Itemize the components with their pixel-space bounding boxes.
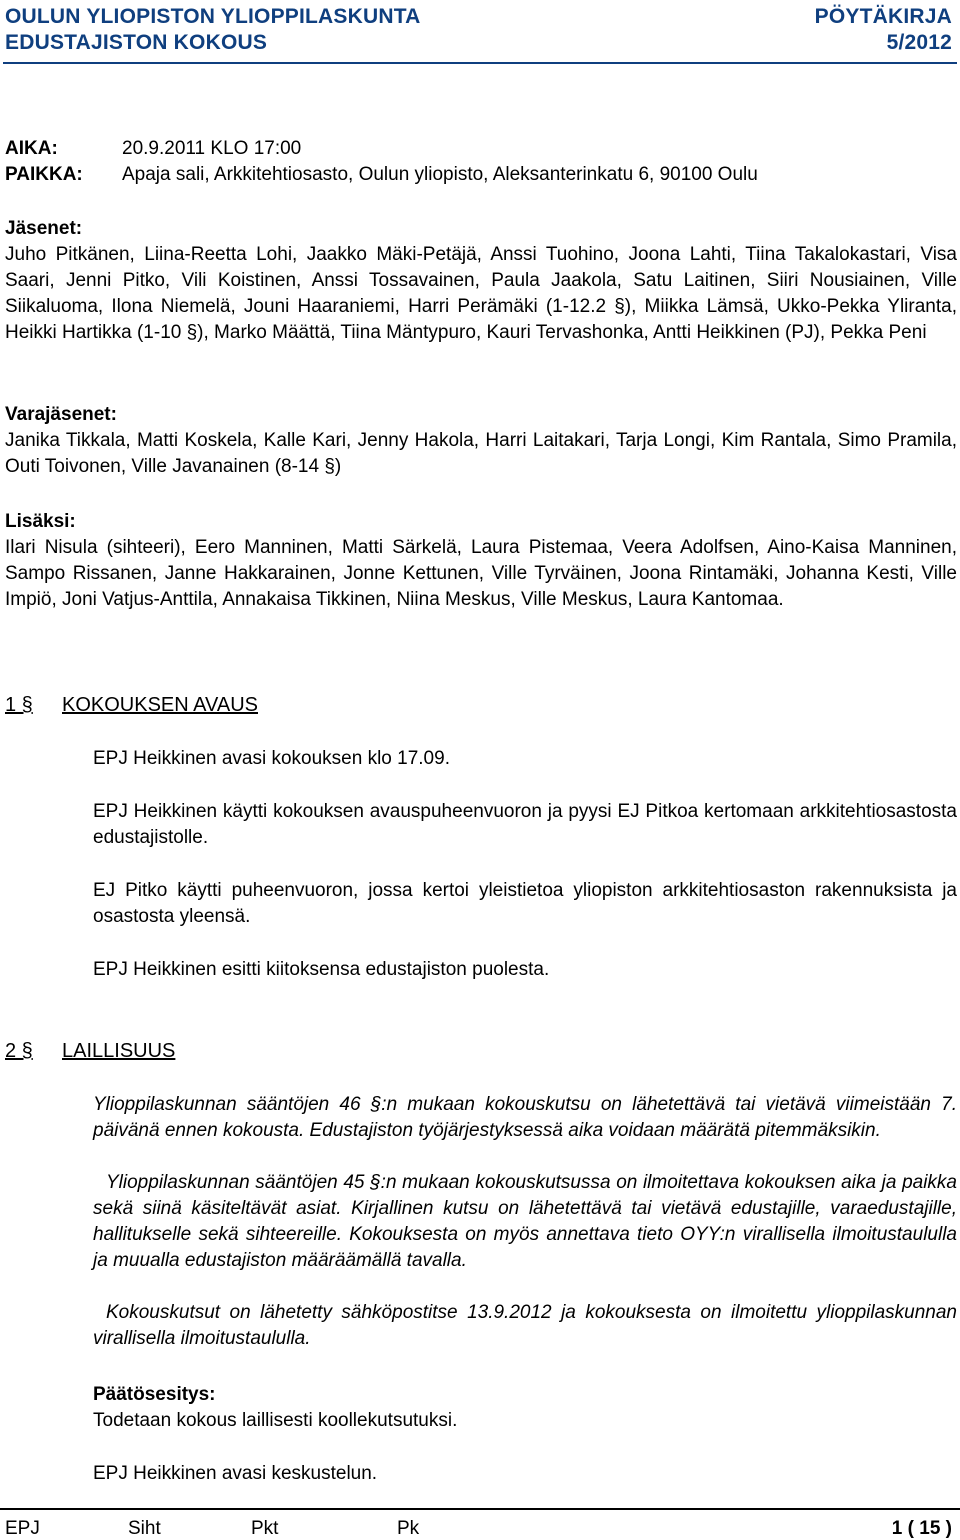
proposal-text: Todetaan kokous laillisesti koollekutsutuksi. bbox=[93, 1410, 458, 1431]
section-1-paragraph: EPJ Heikkinen avasi kokouksen klo 17.09. bbox=[93, 748, 450, 769]
page-number: 1 ( 15 ) bbox=[891, 1518, 952, 1539]
place-label: PAIKKA: bbox=[5, 164, 83, 185]
members-list: Juho Pitkänen, Liina-Reetta Lohi, Jaakko Mäki-Petäjä, Anssi Tuohino, Joona Lahti, Tiina Takalokastari, Visa Saari, Jenni Pitko, Vili Koistinen, Anssi Tossavainen, Paula Jaakola, Satu Laitinen, Siiri Nousiainen, Ville Siikaluoma, Ilona Niemelä, Jouni Haaraniemi, Harri Perämäki (1-12.2 §), Miikka Lämsä, Ukko-Pekka Yliranta, Heikki Hartikka (1-10 §), Marko Määttä, Tiina Mäntypuro, Kauri Tervashonka, Antti Heikkinen (PJ), Pekka Peni bbox=[5, 244, 957, 343]
time-label: AIKA: bbox=[5, 138, 58, 159]
members-heading: Jäsenet: bbox=[5, 218, 83, 239]
section-2-italic-paragraph: Kokouskutsut on lähetetty sähköpostitse 13.9.2012 ja kokouksesta on ilmoitettu ylioppilaskunnan virallisella ilmoitustaululla. bbox=[93, 1302, 957, 1349]
section-2-italic-paragraph: Ylioppilaskunnan sääntöjen 46 §:n mukaan kokouskutsu on lähetettävä tai vietävä viimeistään 7. päivänä ennen kokousta. Edustajiston työjärjestyksessä aika voidaan määrätä pitemmäksikin. bbox=[93, 1094, 957, 1141]
page-footer bbox=[0, 1508, 960, 1540]
section-1-title: KOKOUKSEN AVAUS bbox=[62, 694, 258, 716]
section-2-number: 2 § bbox=[5, 1040, 33, 1062]
section-2-italic-paragraph: Ylioppilaskunnan sääntöjen 45 §:n mukaan kokouskutsussa on ilmoitettava kokouksen aika ja paikka sekä siinä käsiteltävät asiat. Kirjallinen kutsu on lähetettävä tai vietävä edustajille, varaedustajille, hallitukselle sekä sihteereille. Kokouksesta on myös annettava tieto OYY:n virallisella ilmoitustaululla ja muualla edustajiston määräämällä tavalla. bbox=[93, 1172, 957, 1271]
time-value: 20.9.2011 KLO 17:00 bbox=[122, 138, 302, 159]
discussion-text: EPJ Heikkinen avasi keskustelun. bbox=[93, 1463, 378, 1484]
proposal-heading: Päätösesitys: bbox=[93, 1384, 216, 1405]
deputies-list: Janika Tikkala, Matti Koskela, Kalle Kari, Jenny Hakola, Harri Laitakari, Tarja Longi, Kim Rantala, Simo Pramila, Outi Toivonen, Ville Javanainen (8-14 §) bbox=[5, 430, 957, 477]
place-value: Apaja sali, Arkkitehtiosasto, Oulun yliopisto, Aleksanterinkatu 6, 90100 Oulu bbox=[122, 164, 758, 185]
header-divider bbox=[3, 62, 957, 64]
document-type: PÖYTÄKIRJA bbox=[814, 5, 952, 28]
section-1-paragraph: EPJ Heikkinen käytti kokouksen avauspuheenvuoron ja pyysi EJ Pitkoa kertomaan arkkitehtiosastosta edustajistolle. bbox=[93, 801, 957, 848]
footer-pk: Pk bbox=[397, 1518, 420, 1539]
section-1-number: 1 § bbox=[5, 694, 33, 716]
footer-siht: Siht bbox=[128, 1518, 161, 1539]
additional-heading: Lisäksi: bbox=[5, 511, 76, 532]
footer-epj: EPJ bbox=[5, 1518, 40, 1539]
section-1-paragraph: EJ Pitko käytti puheenvuoron, jossa kertoi yleistietoa yliopiston arkkitehtiosaston rakennuksista ja osastosta yleensä. bbox=[93, 880, 957, 927]
section-2-title: LAILLISUUS bbox=[62, 1040, 176, 1062]
footer-pkt: Pkt bbox=[251, 1518, 279, 1539]
meeting-name: EDUSTAJISTON KOKOUS bbox=[5, 31, 268, 54]
document-header bbox=[5, 4, 952, 56]
organization-name: OULUN YLIOPISTON YLIOPPILASKUNTA bbox=[5, 5, 421, 28]
document-number: 5/2012 bbox=[886, 31, 952, 54]
section-1-paragraph: EPJ Heikkinen esitti kiitoksensa edustajiston puolesta. bbox=[93, 959, 550, 980]
additional-list: Ilari Nisula (sihteeri), Eero Manninen, Matti Särkelä, Laura Pistemaa, Veera Adolfsen, Aino-Kaisa Manninen, Sampo Rissanen, Janne Hakkarainen, Jonne Kettunen, Ville Tyrväinen, Joona Rintamäki, Johanna Kesti, Ville Impiö, Joni Vatjus-Anttila, Annakaisa Tikkinen, Niina Meskus, Ville Meskus, Laura Kantomaa. bbox=[5, 537, 957, 610]
deputies-heading: Varajäsenet: bbox=[5, 404, 117, 425]
